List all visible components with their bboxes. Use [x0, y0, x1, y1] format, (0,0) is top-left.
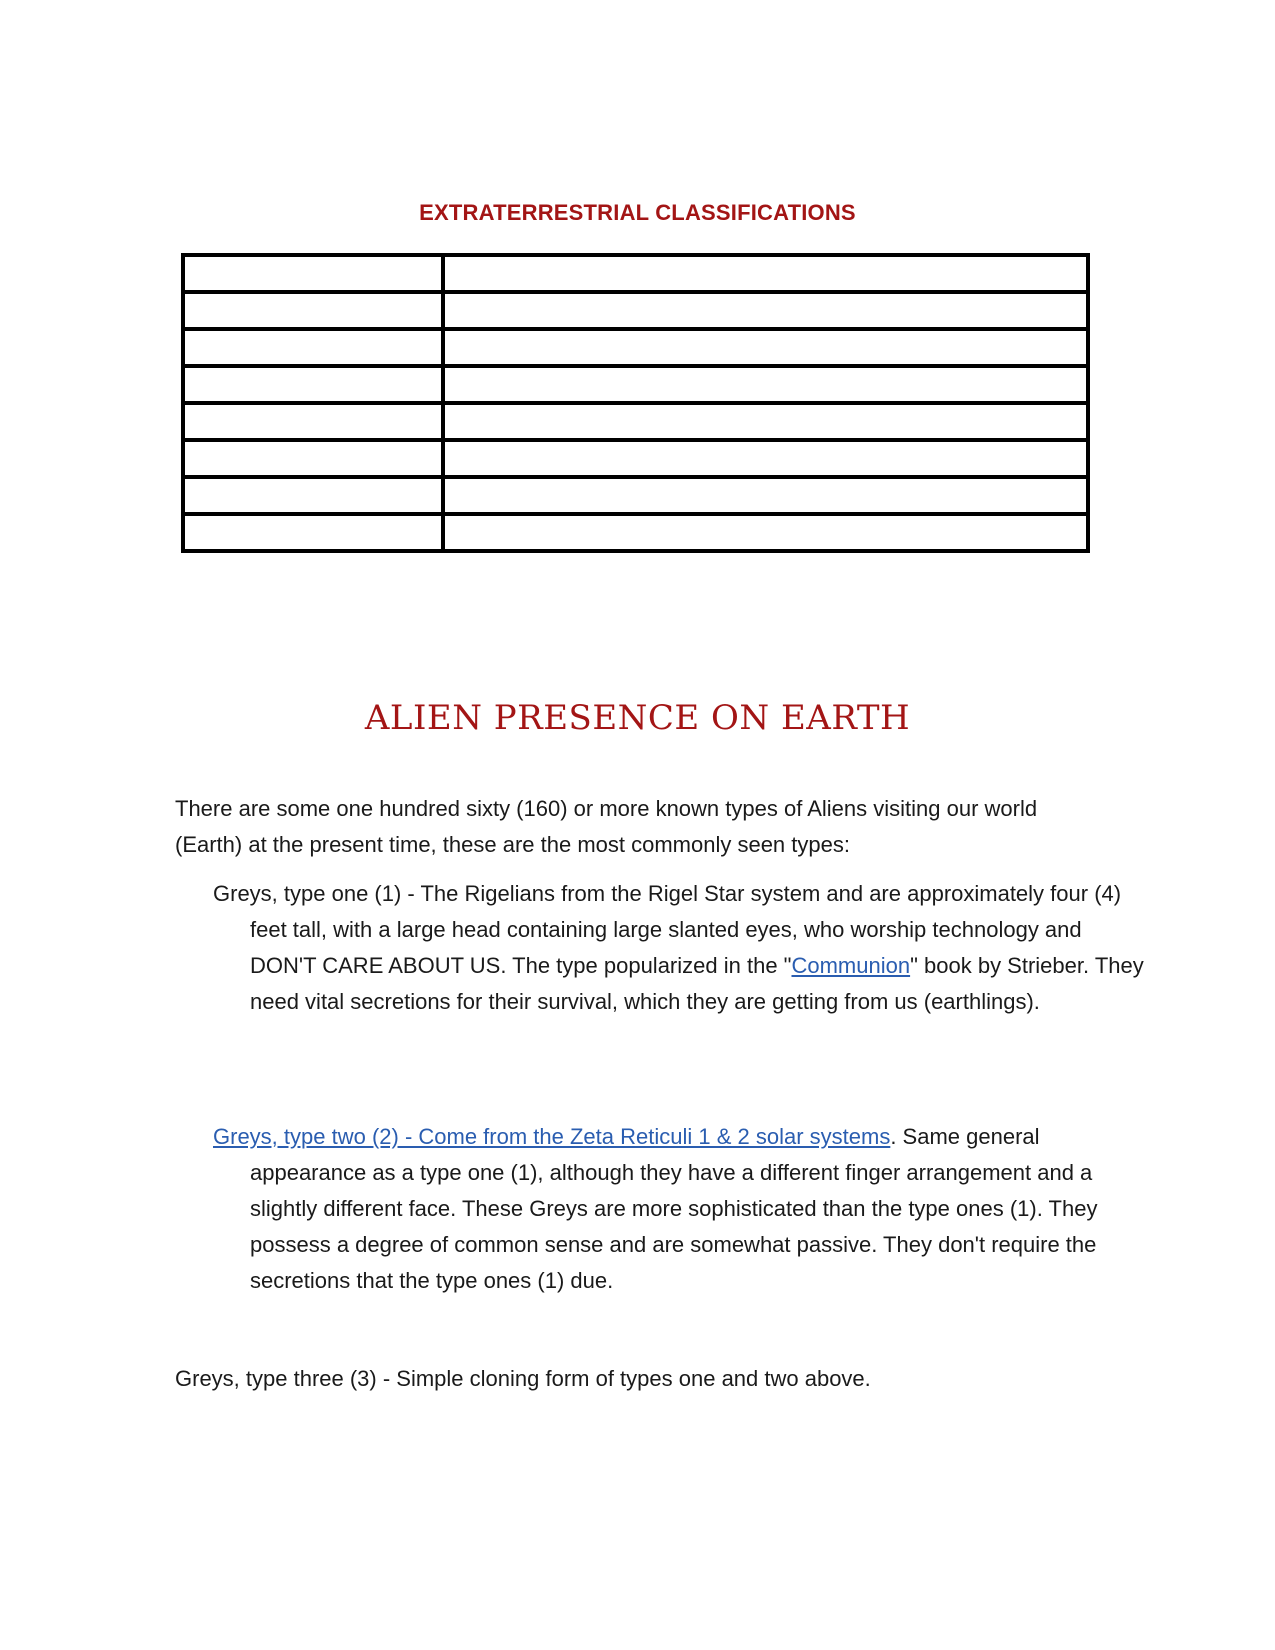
table-row — [183, 477, 1088, 514]
table-cell-description — [443, 366, 1088, 403]
table-cell-description — [443, 403, 1088, 440]
table-row — [183, 255, 1088, 292]
table-cell-name — [183, 403, 443, 440]
page-title: EXTRATERRESTRIAL CLASSIFICATIONS — [419, 200, 856, 225]
table-cell-description — [443, 329, 1088, 366]
table-cell-name — [183, 366, 443, 403]
zeta-reticuli-link[interactable]: Greys, type two (2) - Come from the Zeta Reticuli 1 & 2 solar systems — [213, 1124, 891, 1149]
table-row — [183, 403, 1088, 440]
table-cell-name — [183, 255, 443, 292]
table-cell-name — [183, 440, 443, 477]
table-row — [183, 329, 1088, 366]
table-cell-description — [443, 292, 1088, 329]
table-row — [183, 366, 1088, 403]
table-row — [183, 514, 1088, 551]
classification-table — [181, 253, 1090, 553]
greys-type-one-text: Greys, type one (1) - The Rigelians from the Rigel Star system and are approximately four (4) feet tall, with a large head containing large slanted eyes, who worship technology and DON'T CARE ABOUT US. The type popularized in the " — [213, 881, 1122, 978]
table-cell-name — [183, 477, 443, 514]
table-row — [183, 292, 1088, 329]
greys-type-one-text-end: " book by Strieber. They need vital secretions for their survival, which they are getting from us (earthlings). — [250, 953, 1144, 1014]
intro-paragraph: There are some one hundred sixty (160) or more known types of Aliens visiting our world (Earth) at the present time, these are the most commonly seen types: — [175, 796, 1038, 857]
table-cell-description — [443, 477, 1088, 514]
table-cell-name — [183, 514, 443, 551]
section-title: ALIEN PRESENCE ON EARTH — [364, 698, 911, 738]
table-cell-description — [443, 255, 1088, 292]
greys-type-two-text: . Same general appearance as a type one (1), although they have a different finger arrangement and a slightly different face. These Greys are more sophisticated than the type ones (1). They possess a degree of common sense and are somewhat passive. They don't require the secretions that the type ones (1) due. — [250, 1124, 1098, 1293]
greys-type-three-paragraph: Greys, type three (3) - Simple cloning form of types one and two above. — [175, 1366, 871, 1391]
greys-type-two-paragraph — [213, 1119, 1145, 1299]
communion-link[interactable]: Communion — [791, 953, 911, 978]
table-cell-name — [183, 292, 443, 329]
table-row — [183, 440, 1088, 477]
table-cell-name — [183, 329, 443, 366]
table-cell-description — [443, 514, 1088, 551]
table-cell-description — [443, 440, 1088, 477]
greys-type-one-paragraph — [213, 876, 1145, 1020]
